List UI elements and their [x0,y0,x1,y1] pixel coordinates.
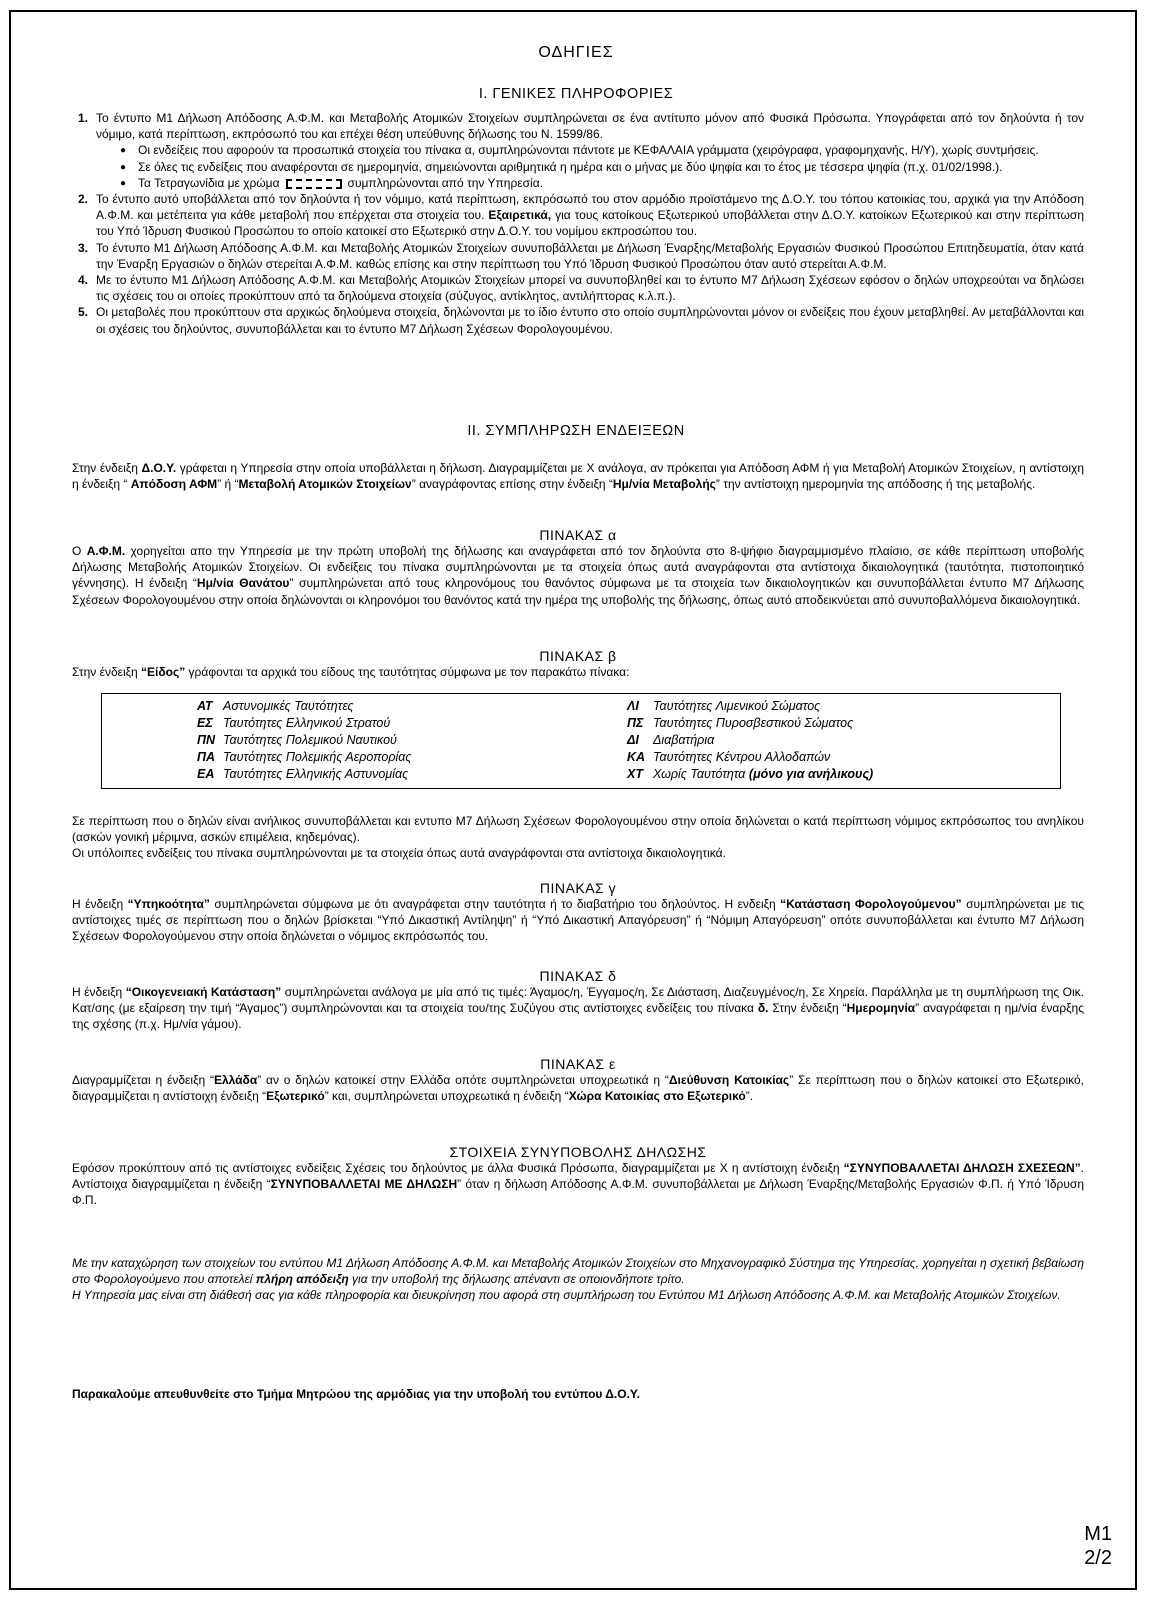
id-code: ΑΤ [197,699,213,713]
instruction-item [72,304,1084,336]
shaded-box-icon [286,179,342,189]
id-label: Αστυνομικές Ταυτότητες [223,699,354,713]
bullet-text: Οι ενδείξεις που αφορούν τα προσωπικά στοιχεία του πίνακα α, συμπληρώνονται πάντοτε με ΚΕΦΑΛΑΙΑ γράμματα (χειρόγραφα, γραφομηχανής, Η/Υ), χωρίς συντμήσεις. [138,143,1039,158]
bold-text: “Υπηκοότητα” [127,897,210,911]
section-2-intro [72,460,1084,492]
item-number: 5. [78,305,89,320]
text: ” αναγράφεται η ημ/νία έναρξης της σχέσης (π.χ. Ημ/νία γάμου). [72,1001,1084,1032]
table-a-heading: ΠΙΝΑΚΑΣ α [539,527,617,543]
id-label: Ταυτότητες Πολεμικής Αεροπορίας [223,750,412,764]
text: Ο [72,544,87,558]
id-code: ΧΤ [627,767,643,781]
submission-section [72,1144,1084,1209]
id-label: Ταυτότητες Λιμενικού Σώματος [653,699,821,713]
id-code: ΕΣ [197,716,213,730]
text: για την υποβολή της δήλωσης απέναντι σε οποιονδήποτε τρίτο. [348,1272,685,1287]
bold-text: “Είδος” [141,665,186,679]
closing-paragraph-2: Η Υπηρεσία μας είναι στη διάθεσή σας για κάθε πληροφορία και διευκρίνηση που αφορά στη συμπλήρωση του Εντύπου Μ1 Δήλωση Απόδοσης Α.Φ.Μ. και Μεταβολής Ατομικών Στοιχείων. [72,1288,1061,1303]
id-types-right-column [627,698,873,783]
form-code [1084,1522,1112,1570]
instruction-item [72,191,1084,240]
bold-text: Μεταβολή Ατομικών Στοιχείων [238,477,412,492]
id-type-row [197,766,411,783]
item-number: 3. [78,240,89,255]
item-number: 2. [78,192,89,207]
bullet-item [72,142,1084,158]
table-e-heading: ΠΙΝΑΚΑΣ ε [540,1056,616,1072]
id-label: Ταυτότητες Πολεμικού Ναυτικού [223,733,397,747]
id-type-row [627,698,873,715]
table-b-section [72,648,1084,680]
bold-text: δ. [757,1001,769,1016]
id-label: Διαβατήρια [653,733,715,747]
id-label-bold: (μόνο για ανήλικους) [748,767,874,781]
text: Εφόσον προκύπτουν από τις αντίστοιχες ενδείξεις Σχέσεις του δηλούντος με άλλα Φυσικά Πρόσωπα, διαγραμμίζεται με Χ η αντίστοιχη ένδειξη [72,1161,844,1175]
bullet-item [72,175,1084,191]
section-1-heading: Ι. ΓΕΝΙΚΕΣ ΠΛΗΡΟΦΟΡΙΕΣ [478,86,674,102]
table-b-paragraph [72,664,1084,680]
form-id: Μ1 [1084,1523,1112,1545]
instruction-item [72,240,1084,272]
instruction-item [72,110,1084,142]
id-type-row [627,715,873,732]
text: Στην ένδειξη [72,461,142,475]
bold-text: “ΣΥΝΥΠΟΒΑΛΛΕΤΑΙ ΔΗΛΩΣΗ ΣΧΕΣΕΩΝ” [843,1161,1081,1175]
id-label: Ταυτότητες Πυροσβεστικού Σώματος [653,716,854,730]
bold-text: Ημ/νία Θανάτου [196,576,290,591]
item-number: 1. [78,111,89,125]
id-code: ΠΝ [197,733,215,747]
table-e-paragraph [72,1072,1084,1104]
minor-note: Σε περίπτωση που ο δηλών είναι ανήλικος συνυποβάλλεται και εντυπο Μ7 Δήλωση Σχέσεων Φορολογουμένου στην οποία δηλώνεται ο κατά περίπτωση νόμιμος εκπρόσωπος του ανηλίκου (ασκών γονική μέριμνα, ασκών επιμέλεια, κηδεμόνας). [72,814,1084,845]
bullet-text: Σε όλες τις ενδείξεις που αναφέρονται σε ημερομηνία, σημειώνονται αριθμητικά η ημέρα και ο μήνας με δύο ψηφία και το έτος με τέσσερα ψηφία (π.χ. 01/02/1998.). [138,159,1003,174]
id-types-left-column [197,698,411,783]
submission-heading: ΣΤΟΙΧΕΙΑ ΣΥΝΥΠΟΒΟΛΗΣ ΔΗΛΩΣΗΣ [449,1144,707,1160]
bold-text: Παρακαλούμε απευθυνθείτε στο Τμήμα Μητρώου της αρμόδιας για την υποβολή του εντύπου Δ.Ο.Υ. [72,1387,640,1401]
text: ” συμπληρώνεται από τους κληρονόμους του θανόντος σύμφωνα με τα στοιχεία των δικαιολογητικών και συνυποβάλλεται έντυπο Μ7 Δήλωσης Σχέσεων Φορολογουμένου στην οποία δηλώνονται οι κληρονόμοι του θανόντος κατά την ημέρα της υποβολής της δήλωσης, όπως αυτό αποδεικνύεται από συνυποβαλλόμενα δικαιολογητικά. [72,576,1084,607]
id-types-table [101,693,1061,789]
table-b-notes [72,813,1084,862]
id-type-row [197,715,411,732]
table-a-section [72,527,1084,608]
text: γράφεται η Υπηρεσία στην οποία υποβάλλεται η δήλωση. Διαγραμμίζεται με Χ ανάλογα, αν πρόκειται για Απόδοση ΑΦΜ ή για Μεταβολή Ατομικών Στοιχείων, η αντίστοιχη η ένδειξη “ [72,461,1084,492]
text: ” αν ο δηλών κατοικεί στην Ελλάδα οπότε συμπληρώνεται υποχρεωτικά η “ [257,1073,669,1087]
final-note [72,1386,1084,1402]
final-note-text [72,1386,1084,1402]
table-d-heading: ΠΙΝΑΚΑΣ δ [539,968,617,984]
text: Στην ένδειξη [72,665,142,679]
bold-text: Ημερομηνία [846,1001,916,1016]
id-type-row [197,749,411,766]
id-code: ΔΙ [627,733,639,747]
closing-section [72,1255,1084,1304]
text: ” και, συμπληρώνεται υποχρεωτικά η ένδειξη “ [324,1089,569,1104]
bullet-text-a: Τα Τετραγωνίδια με χρώμα [138,175,280,190]
text: συμπληρώνεται ανάλογα με μία από τις τιμές: Άγαμος/η, Έγγαμος/η, Σε Διάσταση, Διαζευγμένος/η, Σε Χηρεία. Παράλληλα με τη συμπλήρωση της Οικ. Κατ/σης (με εξαίρεση την τιμή “Άγαμος”) συμπληρώνονται και τα στοιχεία του/της Συζύγου στις αντίστοιχες ενδείξεις του πίνακα [72,985,1084,1016]
submission-paragraph [72,1160,1084,1209]
item-text: για τους κατοίκους Εξωτερικού υποβάλλεται στην Δ.Ο.Υ. κατοίκων Εξωτερικού και στην περίπτωση του Υπό Ίδρυση Φυσικού Προσώπου το οποίο κατοικεί στο Εξωτερικό στην Δ.Ο.Υ. του νομίμου εκπροσώπου του. [96,208,1084,239]
text: Η ένδειξη [72,897,128,911]
text: ” ή “ [217,477,239,492]
id-type-row [197,732,411,749]
text: χορηγείται απο την Υπηρεσία με την πρώτη υποβολή της δήλωσης και αναγράφεται από τον δηλούντα στο 8-ψήφιο διαγραμμισμένο πλαίσιο, σε κάθε περίπτωση υποβολής Δήλωσης Μεταβολής Ατομικών Στοιχείων. Οι ενδείξεις του πίνακα συμπληρώνονται με τα στοιχεία όπως αυτά αναγράφονται στα αντίστοιχα δικαιολογητικά (ταυτότητα, πιστοποιητικό γέννησης). Η ένδειξη “ [72,544,1084,591]
table-a-paragraph [72,543,1084,608]
id-label: Ταυτότητες Κέντρου Αλλοδαπών [653,750,831,764]
text: . Αντίστοιχα διαγραμμίζεται η ένδειξη “ [72,1161,1084,1192]
bullet-icon: ● [120,161,127,173]
item-text: Με το έντυπο Μ1 Δήλωση Απόδοσης Α.Φ.Μ. και Μεταβολής Ατομικών Στοιχείων μπορεί να συνυποβληθεί και το έντυπο Μ7 Δήλωση Σχέσεων εφόσον ο δηλών υποχρεούται να δηλώσει τις σχέσεις του οι οποίες προκύπτουν από τα δηλούμενα στοιχεία (σύζυγος, αντίκλητος, αντιλήπτορας κ.λ.π.). [96,273,1084,304]
item-bold: Εξαιρετικά, [488,208,552,223]
text: συμπληρώνεται με τις αντίστοιχες τιμές σε περίπτωση που ο δηλών βρίσκεται “Υπό Δικαστική Αντίληψη” ή “Υπό Δικαστική Απαγόρευση” ή “Νόμιμη Απαγόρευση” οπότε συνυποβάλλεται και έντυπο Μ7 Δήλωση Σχέσεων Φορολογούμενου στην οποία δηλώνεται ο νόμιμος εκπρόσωπός του. [72,897,1084,944]
bold-text: Απόδοση ΑΦΜ [130,477,218,492]
id-code: ΚΑ [627,750,646,764]
text: ” Σε περίπτωση που ο δηλών κατοικεί στο Εξωτερικό, διαγραμμίζεται η αντίστοιχη ένδειξη “ [72,1073,1084,1104]
id-code: ΛΙ [627,699,639,713]
id-code: ΕΑ [197,767,215,781]
instruction-item [72,272,1084,304]
bold-text: πλήρη απόδειξη [255,1272,349,1287]
table-c-heading: ΠΙΝΑΚΑΣ γ [539,880,617,896]
other-fields-note: Οι υπόλοιπες ενδείξεις του πίνακα συμπληρώνονται με τα στοιχεία όπως αυτά αναγράφονται στα αντίστοιχα δικαιολογητικά. [72,846,726,861]
bullet-icon: ● [120,145,127,157]
intro-paragraph [72,460,1084,492]
bold-text: Α.Φ.Μ. [86,544,126,558]
table-d-section [72,968,1084,1033]
item-text: Το έντυπο Μ1 Δήλωση Απόδοσης Α.Φ.Μ. και Μεταβολής Ατομικών Στοιχείων συνυποβάλλεται με Δήλωση Έναρξης/Μεταβολής Εργασιών Φυσικού Προσώπου Επιτηδευματία, όταν κατά την Έναρξη Εργασιών ο δηλών στερείται Α.Φ.Μ. καθώς επίσης και στην περίπτωση του Υπό Ίδρυση Φυσικού Προσώπου όταν αυτό στερείται Α.Φ.Μ. [96,240,1084,271]
bold-text: Διεύθυνση Κατοικίας [668,1073,790,1087]
id-label: Ταυτότητες Ελληνικού Στρατού [223,716,391,730]
bold-text: “Οικογενειακή Κατάσταση” [125,985,282,999]
document-title: ΟΔΗΓΙΕΣ [538,44,614,61]
text: Διαγραμμίζεται η ένδειξη “ [72,1073,214,1087]
id-code: ΠΣ [627,716,644,730]
bold-text: “Κατάσταση Φορολογούμενου” [780,897,962,911]
text: Στην ένδειξη “ [768,1001,847,1016]
bold-text: Ελλάδα [213,1073,258,1087]
text: ”. [745,1089,754,1104]
table-e-section [72,1056,1084,1104]
id-label: Χωρίς Ταυτότητα [653,767,749,781]
id-label: Ταυτότητες Ελληνικής Αστυνομίας [223,767,409,781]
text: συμπληρώνεται σύμφωνα με ότι αναγράφεται στην ταυτότητα ή το διαβατήριο του δηλούντος. Η ενδειξη [209,897,781,911]
page-number: 2/2 [1084,1547,1112,1569]
bold-text: ΣΥΝΥΠΟΒΑΛΛΕΤΑΙ ΜΕ ΔΗΛΩΣΗ [270,1177,458,1192]
text: ” την αντίστοιχη ημερομηνία της απόδοσης ή της μεταβολής. [715,477,1036,492]
item-number: 4. [78,273,89,288]
id-type-row [627,766,873,783]
bold-text: Χώρα Κατοικίας στο Εξωτερικό [568,1089,746,1104]
section-2-heading: ΙΙ. ΣΥΜΠΛΗΡΩΣΗ ΕΝΔΕΙΞΕΩΝ [467,423,685,439]
table-c-paragraph [72,896,1084,945]
id-code: ΠΑ [197,750,215,764]
table-b-heading: ΠΙΝΑΚΑΣ β [539,648,617,664]
section-1-body [72,110,1084,337]
bold-text: Ημ/νία Μεταβολής [612,477,716,492]
item-text: Το έντυπο αυτό υποβάλλεται από τον δηλούντα ή τον νόμιμο, κατά περίπτωση, εκπρόσωπό του στον αρμόδιο προϊστάμενο της Δ.Ο.Υ. του τόπου κατοικίας του, αρχικά για την Απόδοση Α.Φ.Μ. και μετέπειτα για κάθε μεταβολή που επέρχεται στα στοιχεία του. [96,192,1084,223]
bullet-text [120,175,1084,191]
id-type-row [197,698,411,715]
bullet-text-b: συμπληρώνονται από την Υπηρεσία. [347,175,543,190]
table-c-section [72,880,1084,945]
bullet-icon: ● [120,177,127,189]
table-d-paragraph [72,984,1084,1033]
id-type-row [627,732,873,749]
text: γράφονται τα αρχικά του είδους της ταυτότητας σύμφωνα με τον παρακάτω πίνακα: [185,665,630,679]
bold-text: Εξωτερικό [266,1089,325,1104]
bold-text: Δ.Ο.Υ. [141,461,177,475]
closing-paragraph-1 [72,1255,1084,1287]
text: ” όταν η δήλωση Απόδοσης Α.Φ.Μ. συνυποβάλλεται με Δήλωση Έναρξης/Μεταβολής Εργασιών Φ.Π. ή Υπό Ίδρυση Φ.Π. [72,1177,1084,1208]
item-text: Οι μεταβολές που προκύπτουν στα αρχικώς δηλούμενα στοιχεία, δηλώνονται με το ίδιο έντυπο στο οποίο συμπληρώνονται μόνον οι ενδείξεις που έχουν μεταβληθεί. Αν μεταβάλλονται και οι σχέσεις του δηλούντος, συνυποβάλλεται και το έντυπο Μ7 Δήλωση Σχέσεων Φορολογουμένου. [96,305,1084,336]
text: ” αναγράφοντας επίσης στην ένδειξη “ [411,477,613,492]
id-type-row [627,749,873,766]
text: Η ένδειξη [72,985,126,999]
item-text: Το έντυπο Μ1 Δήλωση Απόδοσης Α.Φ.Μ. και Μεταβολής Ατομικών Στοιχείων συμπληρώνεται σε ένα αντίτυπο μόνον από Φυσικά Πρόσωπα. Υπογράφεται από τον δηλούντα ή τον νόμιμο, κατά περίπτωση, εκπρόσωπό του και επέχει θέση υπεύθυνης δήλωσης του Ν. 1599/86. [96,111,1084,142]
text: Με την καταχώρηση των στοιχείων του εντύπου Μ1 Δήλωση Απόδοσης Α.Φ.Μ. και Μεταβολής Ατομικών Στοιχείων στο Μηχανογραφικό Σύστημα της Υπηρεσίας, χορηγείται η σχετική βεβαίωση στο Φορολογούμενο που αποτελεί [72,1256,1084,1287]
bullet-item [72,159,1084,175]
